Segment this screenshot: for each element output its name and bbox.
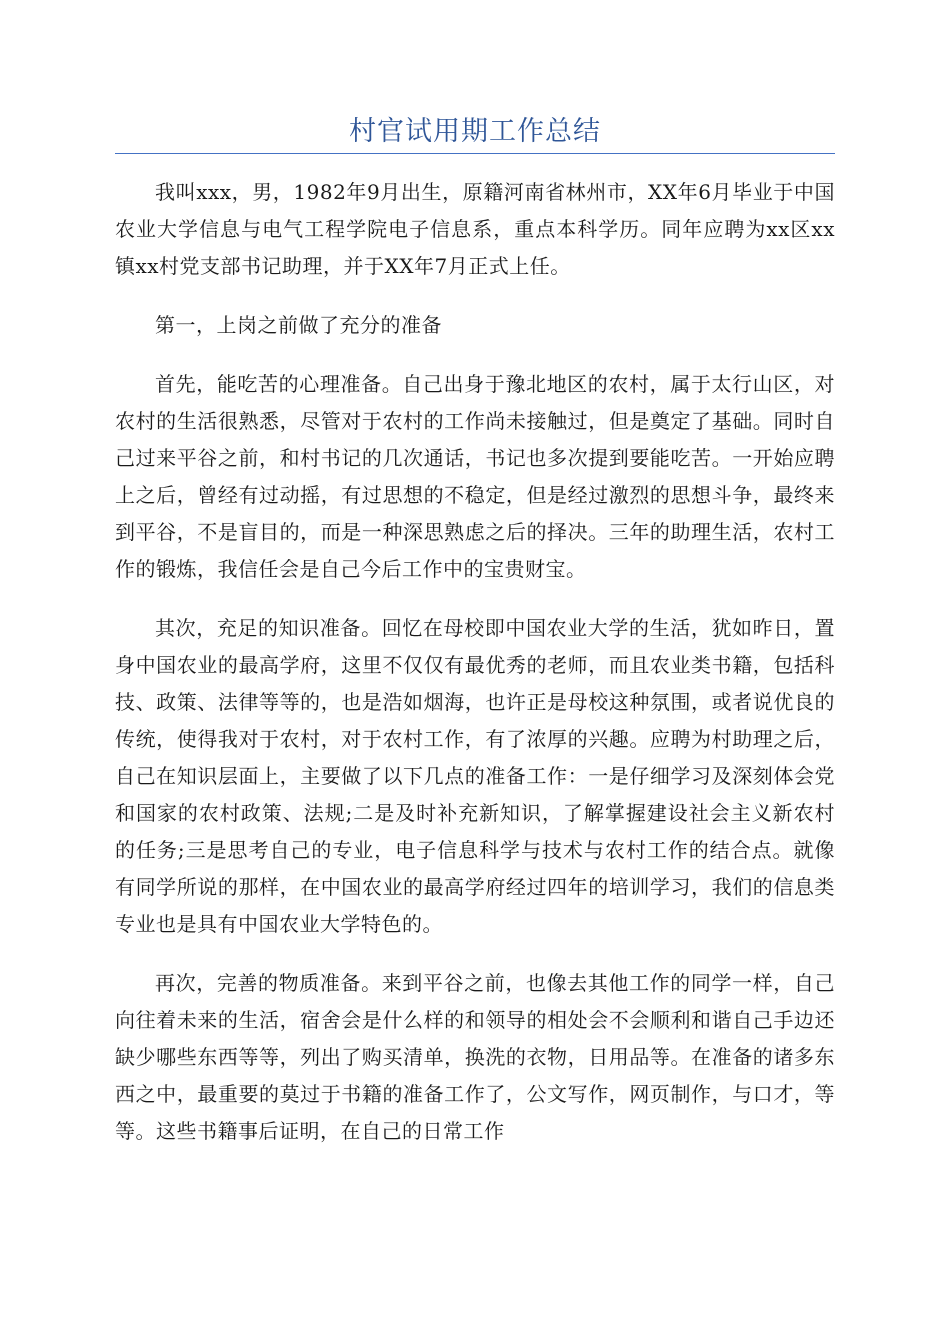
document-body <box>115 174 835 1172</box>
paragraph-intro: 我叫xxx，男，1982年9月出生，原籍河南省林州市，XX年6月毕业于中国农业大学信息与电气工程学院电子信息系，重点本科学历。同年应聘为xx区xx镇xx村党支部书记助理，并于XX年7月正式上任。 <box>115 180 835 278</box>
paragraph-knowledge-preparation: 其次，充足的知识准备。回忆在母校即中国农业大学的生活，犹如昨日，置身中国农业的最高学府，这里不仅仅有最优秀的老师，而且农业类书籍，包括科技、政策、法律等等的，也是浩如烟海，也许正是母校这种氛围，或者说优良的传统，使得我对于农村，对于农村工作，有了浓厚的兴趣。应聘为村助理之后，自己在知识层面上，主要做了以下几点的准备工作：一是仔细学习及深刻体会党和国家的农村政策、法规;二是及时补充新知识，了解掌握建设社会主义新农村的任务;三是思考自己的专业，电子信息科学与技术与农村工作的结合点。就像有同学所说的那样，在中国农业的最高学府经过四年的培训学习，我们的信息类专业也是具有中国农业大学特色的。 <box>115 616 835 936</box>
document-title: 村官试用期工作总结 <box>349 116 601 147</box>
section-heading: 第一，上岗之前做了充分的准备 <box>155 313 442 337</box>
paragraph-material-preparation: 再次，完善的物质准备。来到平谷之前，也像去其他工作的同学一样，自己向往着未来的生活，宿舍会是什么样的和领导的相处会不会顺利和谐自己手边还缺少哪些东西等等，列出了购买清单，换洗的衣物，日用品等。在准备的诸多东西之中，最重要的莫过于书籍的准备工作了，公文写作，网页制作，与口才，等等。这些书籍事后证明，在自己的日常工作 <box>115 971 835 1143</box>
title-underline <box>115 153 835 154</box>
paragraph-mental-preparation: 首先，能吃苦的心理准备。自己出身于豫北地区的农村，属于太行山区，对农村的生活很熟悉，尽管对于农村的工作尚未接触过，但是奠定了基础。同时自己过来平谷之前，和村书记的几次通话，书记也多次提到要能吃苦。一开始应聘上之后，曾经有过动摇，有过思想的不稳定，但是经过激烈的思想斗争，最终来到平谷，不是盲目的，而是一种深思熟虑之后的择决。三年的助理生活，农村工作的锻炼，我信任会是自己今后工作中的宝贵财宝。 <box>115 372 835 581</box>
